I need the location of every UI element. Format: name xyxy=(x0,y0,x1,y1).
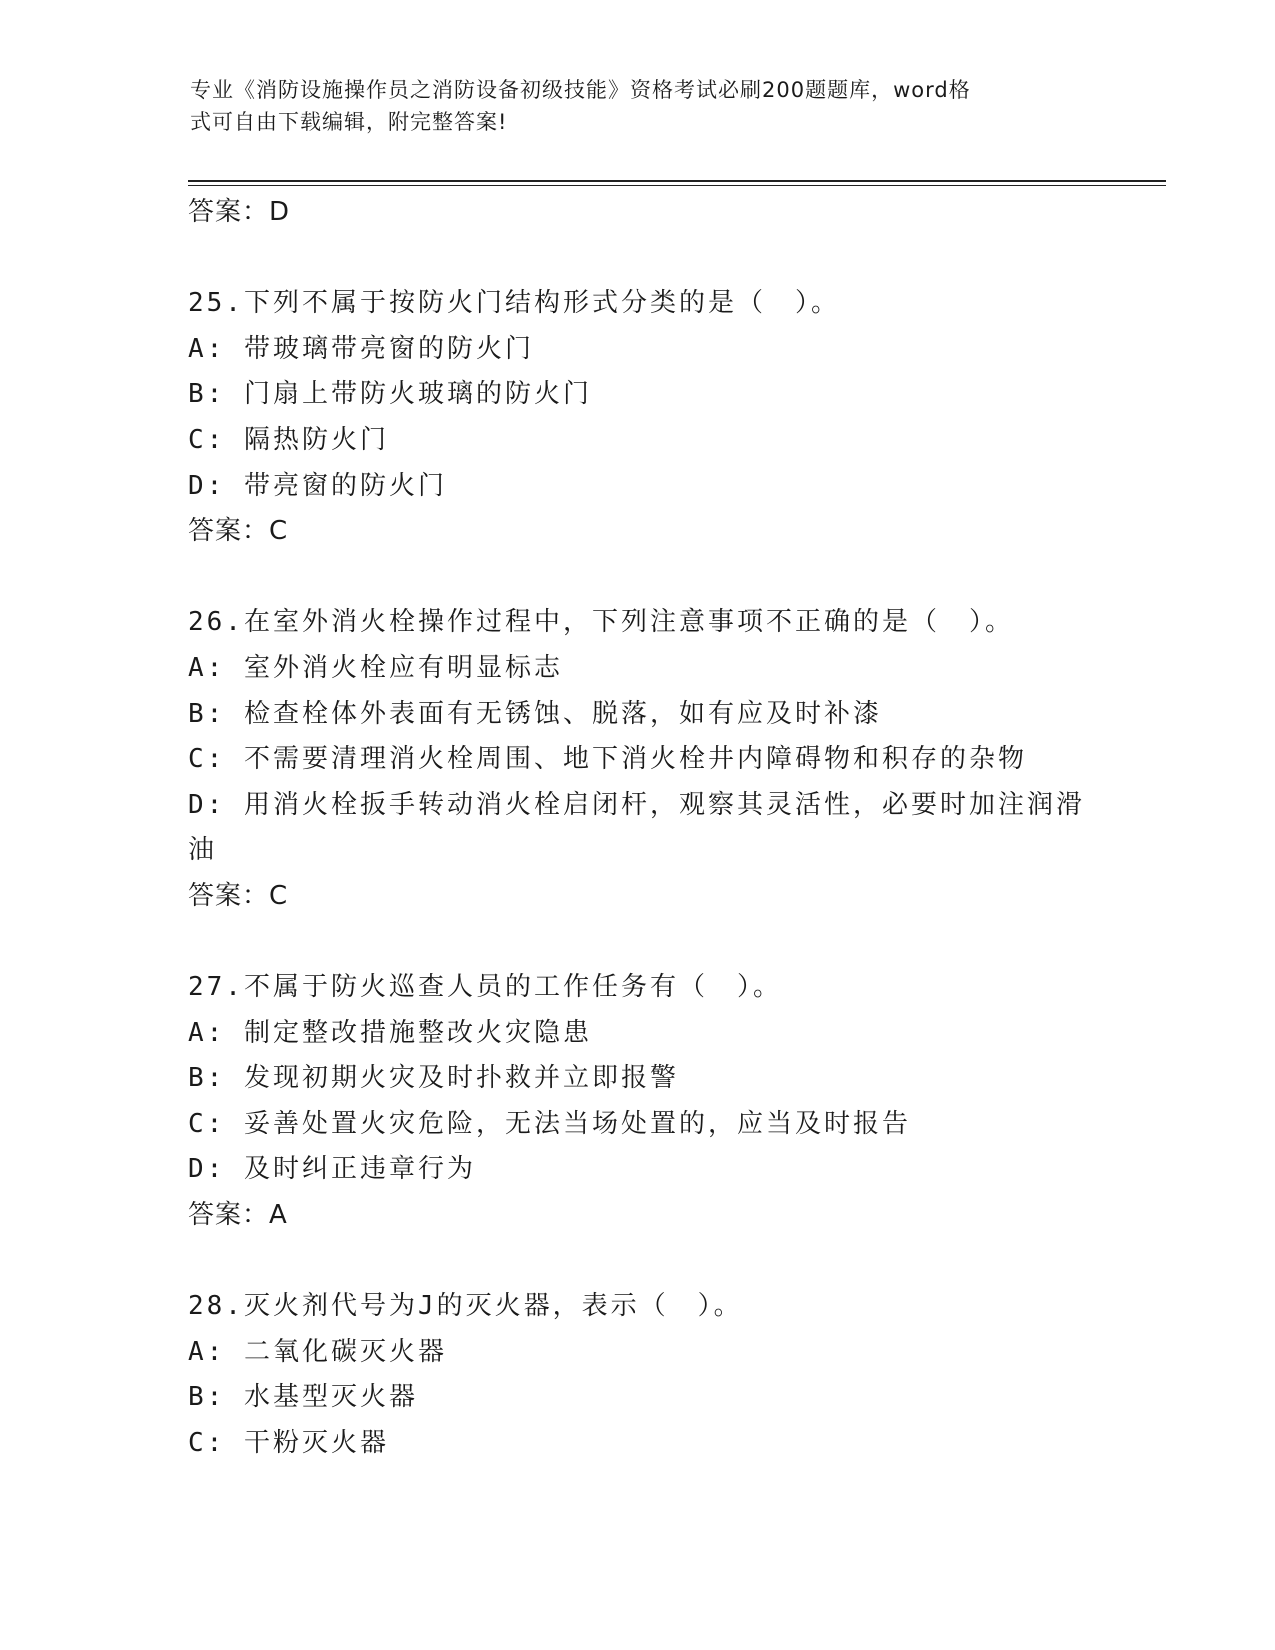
question-27 xyxy=(188,965,1088,1239)
option-a: A: 制定整改措施整改火灾隐患 xyxy=(188,1017,592,1048)
question-stem: 25.下列不属于按防火门结构形式分类的是（ ）。 xyxy=(188,288,840,319)
option-a: A: 带玻璃带亮窗的防火门 xyxy=(188,333,534,364)
header-divider xyxy=(188,180,1166,186)
question-list xyxy=(188,190,1088,1467)
question-stem: 27.不属于防火巡查人员的工作任务有（ ）。 xyxy=(188,972,782,1003)
option-c: C: 妥善处置火灾危险，无法当场处置的，应当及时报告 xyxy=(188,1108,911,1139)
answer: 答案：A xyxy=(188,1200,288,1231)
question-26 xyxy=(188,600,1088,919)
option-b: B: 水基型灭火器 xyxy=(188,1382,418,1413)
document-header xyxy=(190,74,1090,138)
option-d: D: 及时纠正违章行为 xyxy=(188,1154,476,1185)
header-line-2: 式可自由下载编辑，附完整答案! xyxy=(190,110,508,134)
answer: 答案：C xyxy=(188,516,289,547)
question-stem: 26.在室外消火栓操作过程中，下列注意事项不正确的是（ ）。 xyxy=(188,607,1014,638)
question-stem: 28.灭火剂代号为J的灭火器，表示（ ）。 xyxy=(188,1291,743,1322)
option-b: B: 门扇上带防火玻璃的防火门 xyxy=(188,379,592,410)
answer: 答案：C xyxy=(188,880,289,911)
option-a: A: 二氧化碳灭火器 xyxy=(188,1336,447,1367)
previous-answer: 答案：D xyxy=(188,197,291,227)
option-c: C: 干粉灭火器 xyxy=(188,1428,389,1459)
option-a: A: 室外消火栓应有明显标志 xyxy=(188,652,563,683)
question-28 xyxy=(188,1284,1088,1466)
option-d: D: 用消火栓扳手转动消火栓启闭杆，观察其灵活性，必要时加注润滑 xyxy=(188,789,1085,820)
option-b: B: 检查栓体外表面有无锈蚀、脱落，如有应及时补漆 xyxy=(188,698,882,729)
header-line-1: 专业《消防设施操作员之消防设备初级技能》资格考试必刷200题题库，word格 xyxy=(190,78,971,102)
option-b: B: 发现初期火灾及时扑救并立即报警 xyxy=(188,1063,679,1094)
option-d-continuation: 油 xyxy=(188,835,218,866)
question-25 xyxy=(188,281,1088,555)
option-c: C: 隔热防火门 xyxy=(188,424,389,455)
option-d: D: 带亮窗的防火门 xyxy=(188,470,447,501)
option-c: C: 不需要清理消火栓周围、地下消火栓井内障碍物和积存的杂物 xyxy=(188,744,1027,775)
